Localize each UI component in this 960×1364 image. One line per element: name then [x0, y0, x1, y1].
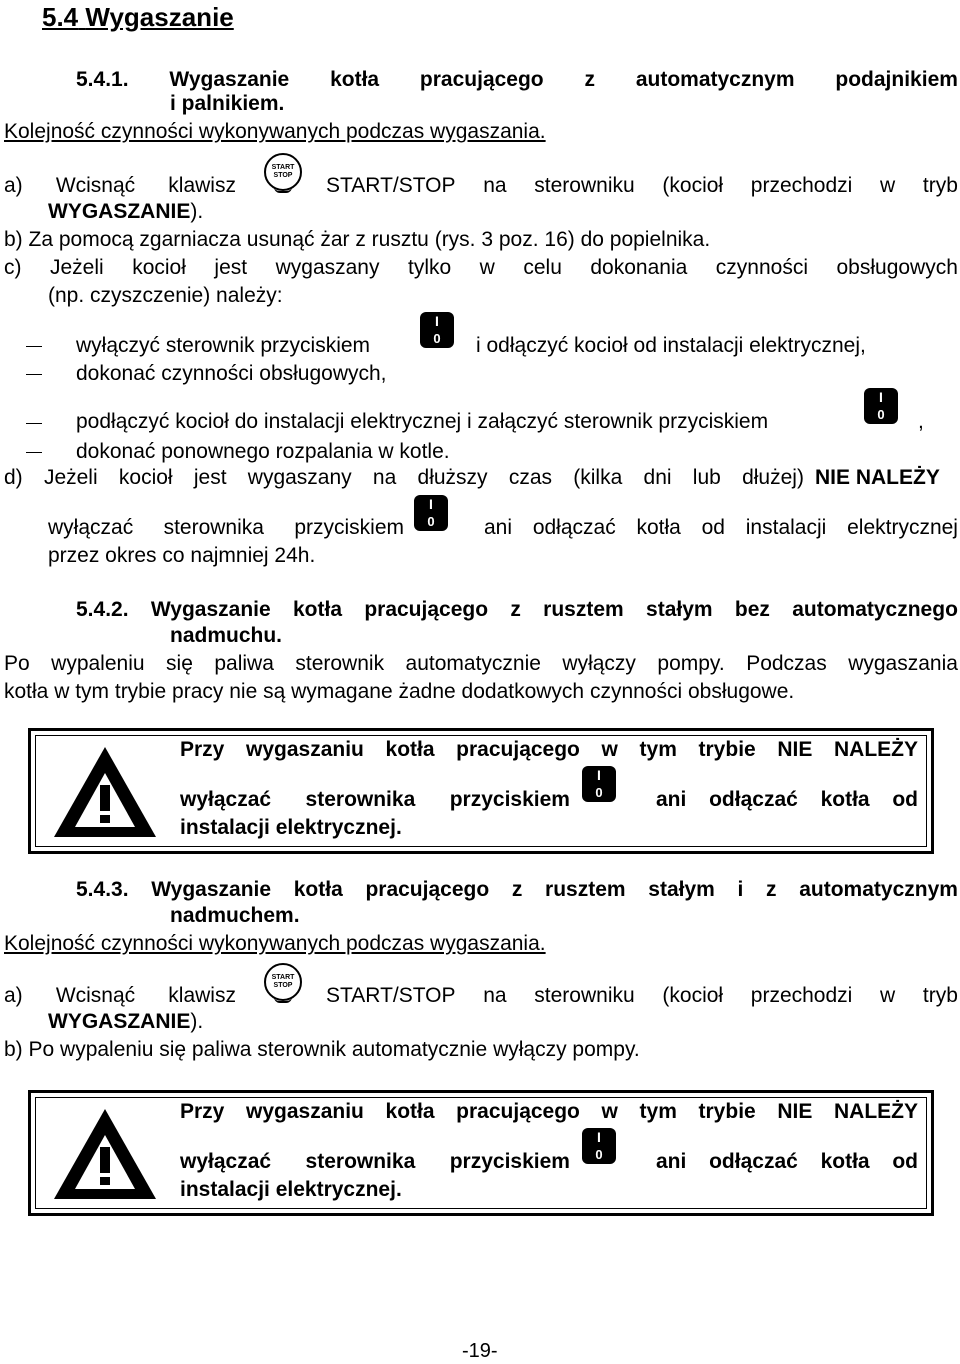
- word: z: [584, 68, 595, 91]
- word: w: [601, 738, 618, 761]
- word: Wygaszanie: [150, 598, 271, 621]
- word: sterowniku: [534, 984, 635, 1007]
- step-a-start: [4, 174, 236, 198]
- word: Wygaszanie: [169, 68, 290, 91]
- word: wygaszaniu: [246, 738, 364, 761]
- word: Wygaszanie: [151, 878, 272, 901]
- word: sterownika: [305, 1150, 416, 1173]
- word: w: [880, 984, 896, 1007]
- word: wyłączać: [48, 516, 134, 539]
- word: wygaszaniu: [246, 1100, 364, 1123]
- word: d): [4, 466, 23, 489]
- list-item-3a: podłączyć kocioł do instalacji elektrycznej i załączyć sterownik przyciskiem: [76, 410, 769, 433]
- word: czynności: [715, 256, 808, 279]
- word: NIE: [777, 1100, 813, 1123]
- word: podajnikiem: [835, 68, 958, 91]
- word: Jeżeli: [50, 256, 104, 279]
- word: 5.4.3.: [76, 878, 129, 901]
- step-a-line2: WYGASZANIE).: [48, 200, 204, 223]
- step-d-line1: [4, 466, 804, 490]
- page-number: -19-: [462, 1340, 498, 1362]
- step-c-line2: (np. czyszczenie) należy:: [48, 284, 283, 307]
- list-item-1a: wyłączyć sterownik przyciskiem: [76, 334, 371, 357]
- word: czas: [508, 466, 552, 489]
- word: pracującego: [419, 68, 544, 91]
- word: wygaszany: [247, 466, 352, 489]
- heading-541-line1: [76, 68, 958, 92]
- warning-line2b: [656, 1150, 918, 1174]
- word: przyciskiem: [294, 516, 404, 539]
- word: przechodzi: [750, 174, 853, 197]
- word: tylko: [407, 256, 452, 279]
- word: pracującego: [365, 878, 490, 901]
- word: NIE: [777, 738, 813, 761]
- word: kotła: [293, 878, 343, 901]
- word: przechodzi: [750, 984, 853, 1007]
- word: 5.4.2.: [76, 598, 129, 621]
- word: z: [511, 878, 523, 901]
- word: na: [483, 174, 507, 197]
- list-item-1b: i odłączyć kocioł od instalacji elektrycznej,: [476, 334, 866, 357]
- word: c): [4, 256, 22, 279]
- word: paliwa: [214, 652, 274, 675]
- word: kotła: [820, 1150, 870, 1173]
- word: ani: [656, 788, 687, 811]
- word: odłączać: [709, 788, 798, 811]
- word: kocioł: [132, 256, 186, 279]
- word: trybie: [698, 738, 756, 761]
- warning-line2a: [180, 1150, 570, 1174]
- word: dokonania: [590, 256, 688, 279]
- word: a): [4, 984, 23, 1007]
- list-dash: [26, 423, 42, 424]
- list-dash: [26, 452, 42, 453]
- warning-line2b: [656, 788, 918, 812]
- warning-triangle-icon: [50, 1105, 160, 1203]
- power-button-icon: I 0: [864, 388, 898, 424]
- word: dni: [643, 466, 672, 489]
- word: pracującego: [456, 738, 580, 761]
- word: celu: [523, 256, 562, 279]
- word: rusztem: [543, 598, 624, 621]
- word: przyciskiem: [449, 788, 570, 811]
- word: Wcisnąć: [55, 984, 136, 1007]
- word: klawisz: [168, 174, 236, 197]
- word: tryb: [922, 174, 958, 197]
- word: odłączać: [709, 1150, 798, 1173]
- word: kotła: [385, 1100, 435, 1123]
- word: NALEŻY: [834, 738, 918, 761]
- power-button-icon: I 0: [582, 766, 616, 802]
- subtitle-541: Kolejność czynności wykonywanych podczas wygaszania.: [4, 120, 546, 143]
- section-title: 5.4 Wygaszanie: [42, 2, 234, 32]
- power-button-icon: I 0: [582, 1128, 616, 1164]
- word: pracującego: [456, 1100, 580, 1123]
- word: i: [737, 878, 744, 901]
- step-b: b) Po wypaleniu się paliwa sterownik automatycznie wyłączy pompy.: [4, 1038, 640, 1061]
- word: NALEŻY: [834, 1100, 918, 1123]
- step-a-start: [4, 984, 236, 1008]
- word: kotła: [385, 738, 435, 761]
- word: kotła: [293, 598, 343, 621]
- word: na: [372, 466, 397, 489]
- word: bez: [734, 598, 770, 621]
- word: ani: [656, 1150, 687, 1173]
- word: kotła: [330, 68, 380, 91]
- word: stałym: [648, 878, 715, 901]
- word: z: [510, 598, 521, 621]
- warning-line3: instalacji elektrycznej.: [180, 1178, 402, 1201]
- step-a-rest: [326, 984, 958, 1008]
- word: Wcisnąć: [55, 174, 136, 197]
- word: w: [479, 256, 495, 279]
- list-dash: [26, 374, 42, 375]
- word: a): [4, 174, 23, 197]
- word: jest: [193, 466, 227, 489]
- warning-line3: instalacji elektrycznej.: [180, 816, 402, 839]
- para-542-line1: [4, 652, 958, 676]
- word: odłączać: [532, 516, 616, 539]
- word: Jeżeli: [43, 466, 98, 489]
- heading-541-line2: i palnikiem.: [170, 92, 285, 115]
- word: dłużej): [742, 466, 804, 489]
- word: obsługowych: [836, 256, 958, 279]
- word: Przy: [180, 738, 225, 761]
- word: sterownika: [163, 516, 264, 539]
- word: instalacji: [745, 516, 827, 539]
- word: od: [892, 1150, 918, 1173]
- word: klawisz: [168, 984, 236, 1007]
- subtitle-543: Kolejność czynności wykonywanych podczas wygaszania.: [4, 932, 546, 955]
- word: stałym: [646, 598, 713, 621]
- word: kocioł: [118, 466, 173, 489]
- word: sterowniku: [534, 174, 635, 197]
- word: tym: [639, 738, 677, 761]
- word: wyłączać: [180, 1150, 272, 1173]
- heading-542-line1: [76, 598, 958, 622]
- word: Podczas: [746, 652, 827, 675]
- heading-543-line1: [76, 878, 958, 902]
- heading-543-line2: nadmuchem.: [170, 904, 300, 927]
- step-a-line2: WYGASZANIE).: [48, 1010, 204, 1033]
- word: Po: [4, 652, 30, 675]
- power-button-icon: I 0: [420, 312, 454, 348]
- word: tym: [639, 1100, 677, 1123]
- word: ani: [484, 516, 513, 539]
- word: sterownika: [305, 788, 416, 811]
- word: automatycznym: [799, 878, 958, 901]
- word: wygaszania: [848, 652, 958, 675]
- word: (kocioł: [662, 174, 724, 197]
- word: tryb: [922, 984, 958, 1007]
- word: kotła: [820, 788, 870, 811]
- warning-line2a: [180, 788, 570, 812]
- word: sterownik: [295, 652, 385, 675]
- start-stop-button-icon: START STOP: [264, 963, 302, 1001]
- list-item-4: dokonać ponownego rozpalania w kotle.: [76, 440, 450, 463]
- word: od: [701, 516, 725, 539]
- list-item-3b: ,: [918, 410, 924, 433]
- step-d-line2b: [484, 516, 958, 540]
- word: na: [483, 984, 507, 1007]
- word: (kilka: [573, 466, 623, 489]
- step-d-line3: przez okres co najmniej 24h.: [48, 544, 316, 567]
- step-b: b) Za pomocą zgarniacza usunąć żar z rusztu (rys. 3 poz. 16) do popielnika.: [4, 228, 711, 251]
- word: lub: [692, 466, 721, 489]
- para-542-line2: kotła w tym trybie pracy nie są wymagane żadne dodatkowych czynności obsługowe.: [4, 680, 795, 703]
- word: wyłączy: [562, 652, 636, 675]
- word: automatycznym: [635, 68, 795, 91]
- list-dash: [26, 346, 42, 347]
- word: się: [166, 652, 193, 675]
- word: w: [880, 174, 896, 197]
- word: kotła: [636, 516, 681, 539]
- word: pracującego: [364, 598, 489, 621]
- word: (kocioł: [662, 984, 724, 1007]
- word: dłuższy: [417, 466, 488, 489]
- step-c-line1: [4, 256, 958, 280]
- word: automatycznego: [792, 598, 958, 621]
- word: trybie: [698, 1100, 756, 1123]
- word: rusztem: [545, 878, 626, 901]
- warning-triangle-icon: [50, 743, 160, 841]
- step-d-bold: NIE NALEŻY: [815, 466, 940, 489]
- heading-542-line2: nadmuchu.: [170, 624, 283, 647]
- word: START/STOP: [326, 984, 456, 1007]
- word: pompy.: [657, 652, 725, 675]
- word: wyłączać: [180, 788, 272, 811]
- word: wygaszany: [275, 256, 380, 279]
- start-stop-button-icon: START STOP: [264, 153, 302, 191]
- word: w: [601, 1100, 618, 1123]
- power-button-icon: I 0: [414, 495, 448, 531]
- word: 5.4.1.: [76, 68, 129, 91]
- word: wypaleniu: [51, 652, 145, 675]
- word: Przy: [180, 1100, 225, 1123]
- word: od: [892, 788, 918, 811]
- word: START/STOP: [326, 174, 456, 197]
- list-item-2: dokonać czynności obsługowych,: [76, 362, 387, 385]
- word: przyciskiem: [449, 1150, 570, 1173]
- word: elektrycznej: [847, 516, 958, 539]
- warning-line1: [180, 1100, 918, 1124]
- step-d-line2a: [48, 516, 404, 540]
- step-a-rest: [326, 174, 958, 198]
- word: automatycznie: [405, 652, 541, 675]
- word: jest: [214, 256, 248, 279]
- word: z: [766, 878, 777, 901]
- warning-line1: [180, 738, 918, 762]
